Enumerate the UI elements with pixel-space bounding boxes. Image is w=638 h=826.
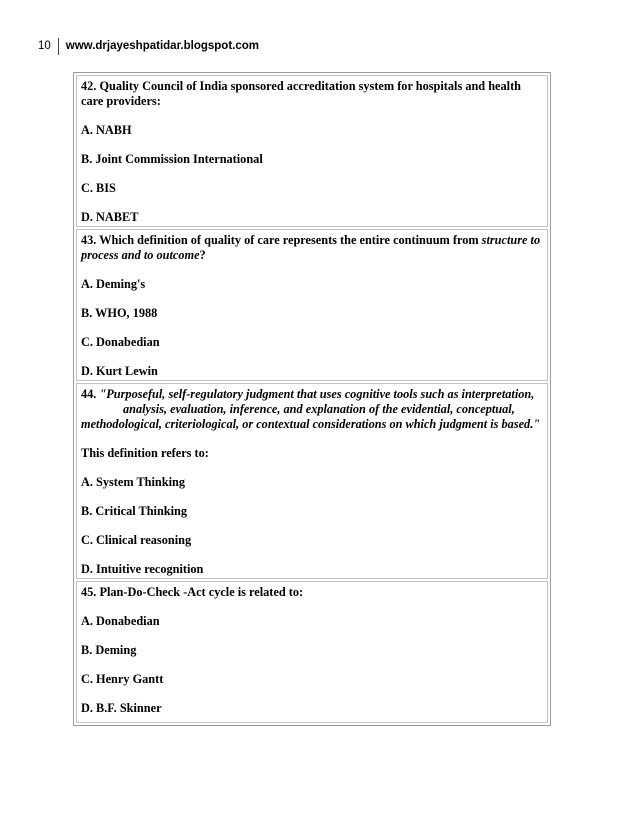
option-d: D. Kurt Lewin bbox=[81, 364, 158, 378]
question-44 bbox=[76, 383, 548, 579]
stem-italic-text: structure to process and to outcome bbox=[81, 233, 541, 262]
option-d: D. Intuitive recognition bbox=[81, 562, 204, 576]
question-stem bbox=[81, 233, 543, 263]
page-number: 10 bbox=[38, 40, 51, 52]
question-stem bbox=[81, 387, 543, 432]
option-b: B. Critical Thinking bbox=[81, 504, 188, 518]
quote-line-3: methodological, criteriological, or contextual considerations on which judgment is based." bbox=[81, 417, 541, 431]
question-stem: 42. Quality Council of India sponsored accreditation system for hospitals and health care providers: bbox=[81, 79, 522, 108]
question-stem: 45. Plan-Do-Check -Act cycle is related to: bbox=[81, 585, 304, 599]
option-b: B. Deming bbox=[81, 643, 137, 657]
option-b: B. Joint Commission International bbox=[81, 152, 263, 166]
option-b: B. WHO, 1988 bbox=[81, 306, 158, 320]
question-table bbox=[73, 72, 551, 726]
page-header bbox=[38, 37, 259, 55]
quote-line-2: analysis, evaluation, inference, and explanation of the evidential, conceptual, bbox=[123, 402, 515, 416]
stem-number: 44. bbox=[81, 387, 100, 401]
stem-end: ? bbox=[199, 248, 206, 262]
option-d: D. B.F. Skinner bbox=[81, 701, 162, 715]
option-a: A. System Thinking bbox=[81, 475, 185, 489]
option-a: A. NABH bbox=[81, 123, 132, 137]
option-a: A. Deming's bbox=[81, 277, 146, 291]
option-c: C. BIS bbox=[81, 181, 116, 195]
option-c: C. Clinical reasoning bbox=[81, 533, 192, 547]
quote-line-1: "Purposeful, self-regulatory judgment that uses cognitive tools such as interpretation, bbox=[99, 387, 535, 401]
question-45 bbox=[76, 581, 548, 723]
option-c: C. Henry Gantt bbox=[81, 672, 164, 686]
definition-prompt: This definition refers to: bbox=[81, 446, 209, 460]
question-42 bbox=[76, 75, 548, 227]
blog-url: www.drjayeshpatidar.blogspot.com bbox=[65, 40, 259, 52]
question-43 bbox=[76, 229, 548, 381]
option-c: C. Donabedian bbox=[81, 335, 160, 349]
stem-text: 43. Which definition of quality of care represents the entire continuum from bbox=[81, 233, 482, 247]
option-a: A. Donabedian bbox=[81, 614, 160, 628]
option-d: D. NABET bbox=[81, 210, 139, 224]
